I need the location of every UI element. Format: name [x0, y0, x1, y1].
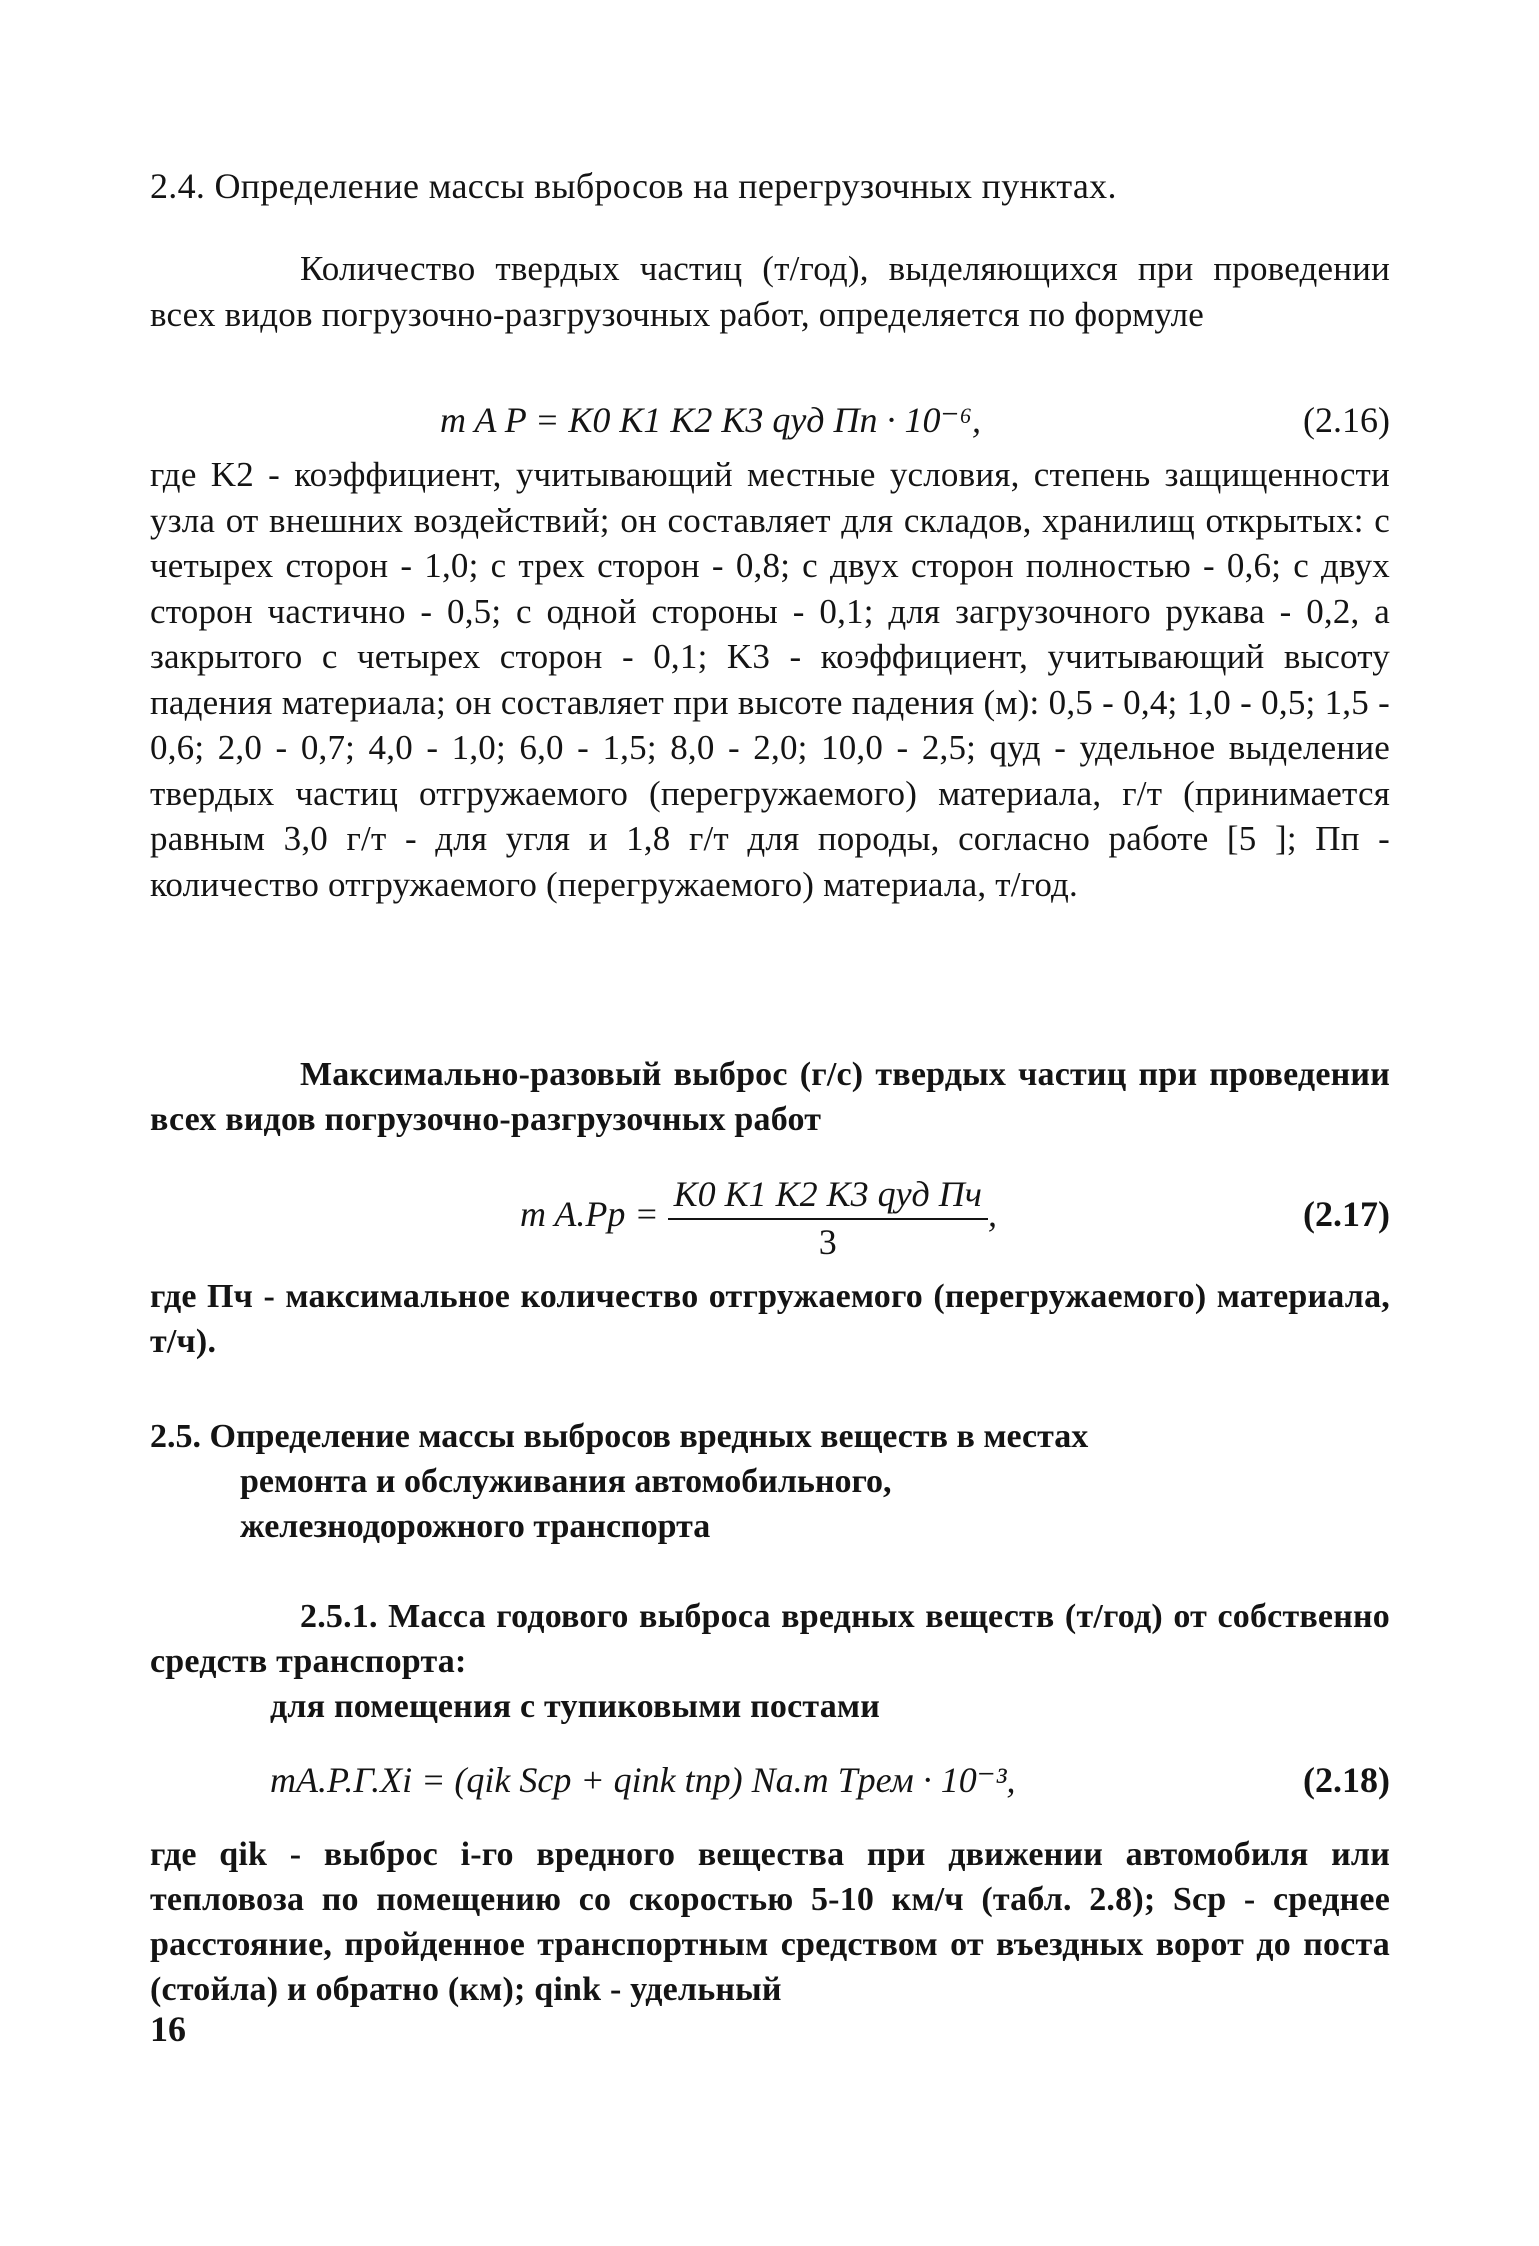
formula-2-17-fraction [668, 1172, 988, 1264]
section-heading-2-5-line-1: 2.5. Определение массы выбросов вредных веществ в местах [150, 1418, 1089, 1455]
section-heading-2-5 [150, 1414, 1390, 1549]
formula-2-16-row [150, 390, 1390, 450]
formula-2-18: mA.P.Г.Xi = (qik Sср + qink tпр) Na.m Tрем · 10⁻³, [270, 1760, 1016, 1800]
formula-2-17-comma: , [987, 1194, 997, 1234]
paragraph-max-emission: Максимально-разовый выброс (г/с) твердых частиц при проведении всех видов погрузочно-разгрузочных работ [150, 1056, 1390, 1138]
equation-number-2-18: (2.18) [1303, 1760, 1390, 1800]
paragraph-2-5-1: 2.5.1. Масса годового выброса вредных веществ (т/год) от собственно средств транспорта: [150, 1598, 1390, 1680]
section-heading-2-5-line-3: железнодорожного транспорта [240, 1508, 711, 1545]
section-heading-2-5-line-2: ремонта и обслуживания автомобильного, [240, 1463, 892, 1500]
formula-2-16: m A P = K0 K1 K2 K3 qуд Пп · 10⁻⁶, [440, 400, 981, 440]
equation-number-2-17: (2.17) [1303, 1194, 1390, 1234]
formula-2-17-numerator: K0 K1 K2 K3 qуд Пч [668, 1172, 988, 1220]
equation-number-2-16: (2.16) [1303, 400, 1390, 440]
formula-2-17-row [150, 1164, 1390, 1264]
formula-2-17-lhs: m A.Pp = [520, 1194, 659, 1234]
page-number: 16 [150, 2009, 186, 2049]
paragraph-definitions-2-16: где K2 - коэффициент, учитывающий местные условия, степень защищенности узла от внешних воздействий; он составляет для складов, хранилищ открытых: с четырех сторон - 1,0; с трех сторон - 0,8; с двух сторон полностью - 0,6; с двух сторон частично - 0,5; с одной стороны - 0,1; для загрузочного рукава - 0,2, а закрытого с четырех сторон - 0,1; K3 - коэффициент, учитывающий высоту падения материала; он составляет при высоте падения (м): 0,5 - 0,4; 1,0 - 0,5; 1,5 - 0,6; 2,0 - 0,7; 4,0 - 1,0; 6,0 - 1,5; 8,0 - 2,0; 10,0 - 2,5; qуд - удельное выделение твердых частиц отгружаемого (перегружаемого) материала, г/т (принимается равным 3,0 г/т - для угля и 1,8 г/т для породы, согласно работе [5 ]; Пп - количество отгружаемого (перегружаемого) материала, т/год. [150, 455, 1390, 904]
paragraph-definitions-2-17: где Пч - максимальное количество отгружаемого (перегружаемого) материала, т/ч). [150, 1278, 1390, 1360]
formula-2-17-denominator: 3 [818, 1221, 837, 1262]
section-heading-2-4: 2.4. Определение массы выбросов на перегрузочных пунктах. [150, 166, 1117, 206]
paragraph-2-5-1-subtitle: для помещения с тупиковыми постами [270, 1688, 881, 1725]
paragraph-definitions-2-18: где qik - выброс i-го вредного вещества при движении автомобиля или тепловоза по помещению со скоростью 5-10 км/ч (табл. 2.8); Sср - среднее расстояние, пройденное транспортным средством от въездных ворот до поста (стойла) и обратно (км); qink - удельный [150, 1836, 1390, 2008]
formula-2-17 [520, 1164, 997, 1264]
formula-2-18-row [150, 1750, 1390, 1810]
paragraph-intro: Количество твердых частиц (т/год), выделяющихся при проведении всех видов погрузочно-разгрузочных работ, определяется по формуле [150, 249, 1390, 334]
